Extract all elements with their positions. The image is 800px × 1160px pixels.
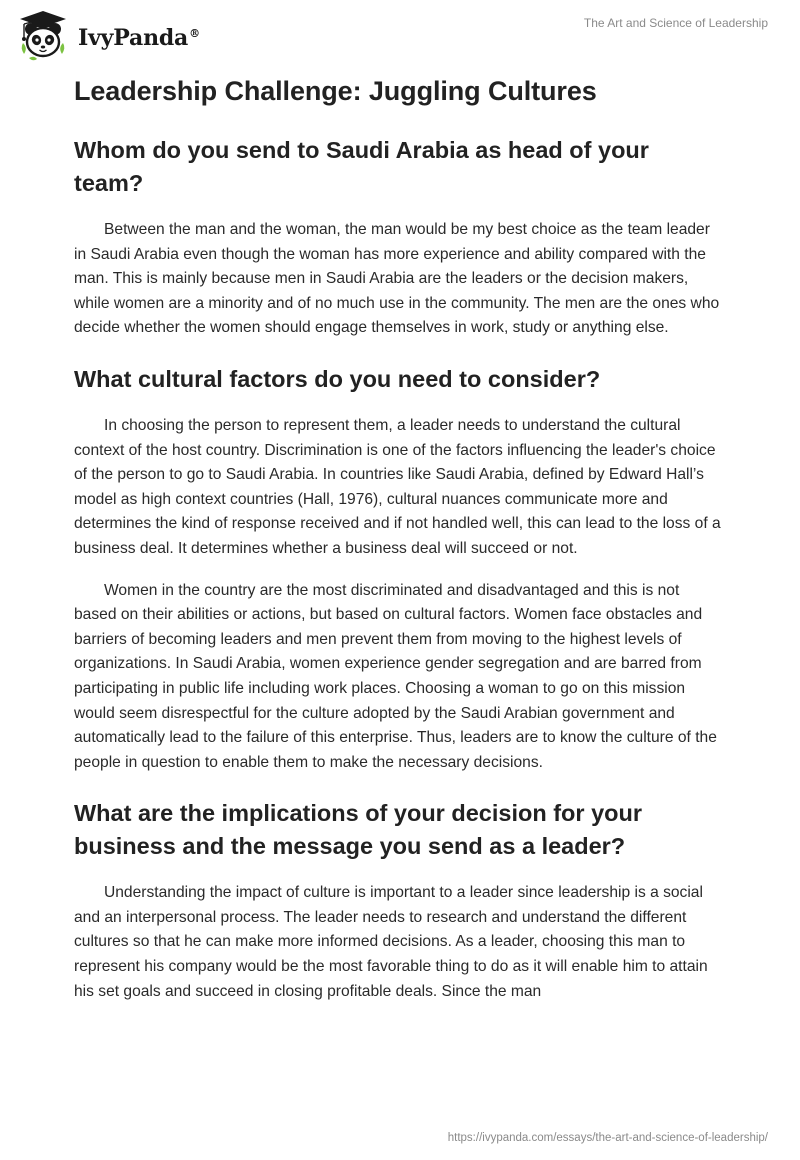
brand-name-text: IvyPanda: [78, 25, 189, 51]
paragraph: Between the man and the woman, the man would be my best choice as the team leader in Saudi Arabia even though the woman has more experience and ability compared with the man. This is mainly because men in Saudi Arabia are the leaders or the decision makers, while women are a minority and of no much use in the community. The men are the ones who decide whether the women should engage themselves in work, study or anything else.: [74, 221, 720, 337]
page-header: [14, 8, 786, 68]
source-url-link[interactable]: https://ivypanda.com/essays/the-art-and-science-of-leadership/: [447, 1132, 768, 1144]
section-heading: Whom do you send to Saudi Arabia as head of your team?: [74, 137, 649, 196]
brand-registered-mark: ®: [189, 26, 200, 40]
paragraph: Women in the country are the most discriminated and disadvantaged and this is not based on their abilities or actions, but based on cultural factors. Women face obstacles and barriers of becoming leaders and men prevent them from moving to the highest levels of organizations. In Saudi Arabia, women experience gender segregation and are barred from participating in public life including work places. Choosing a woman to go on this mission would seem disrespectful for the culture adopted by the Saudi Arabian government and automatically lead to the failure of this enterprise. Thus, leaders are to know the culture of the people in question to enable them to make the necessary decisions.: [74, 581, 717, 771]
brand-name: [78, 25, 200, 51]
brand-logo[interactable]: [14, 8, 200, 64]
document-title: Leadership Challenge: Juggling Cultures: [74, 76, 597, 106]
essay-body: [74, 72, 724, 1004]
panda-logo-icon: [14, 8, 72, 64]
section-heading: What are the implications of your decision for your business and the message you send as a leader?: [74, 800, 642, 860]
running-title: The Art and Science of Leadership: [583, 16, 768, 30]
paragraph: In choosing the person to represent them, a leader needs to understand the cultural context of the host country. Discrimination is one of the factors influencing the leader's choice of the person to go to Saudi Arabia. In countries like Saudi Arabia, defined by Edward Hall’s model as high context countries (Hall, 1976), cultural nuances communicate more and determines the kind of response received and if not handled well, this can lead to the loss of a business deal. It determines whether a business deal will succeed or not.: [74, 416, 721, 557]
paragraph: Understanding the impact of culture is important to a leader since leadership is a social and an interpersonal process. The leader needs to research and understand the different cultures so that he can make more informed decisions. As a leader, choosing this man to represent his company would be the most favorable thing to do as it will enable him to attain his set goals and succeed in closing profitable deals. Since the man: [74, 884, 708, 1000]
section-heading: What cultural factors do you need to consider?: [74, 365, 601, 392]
